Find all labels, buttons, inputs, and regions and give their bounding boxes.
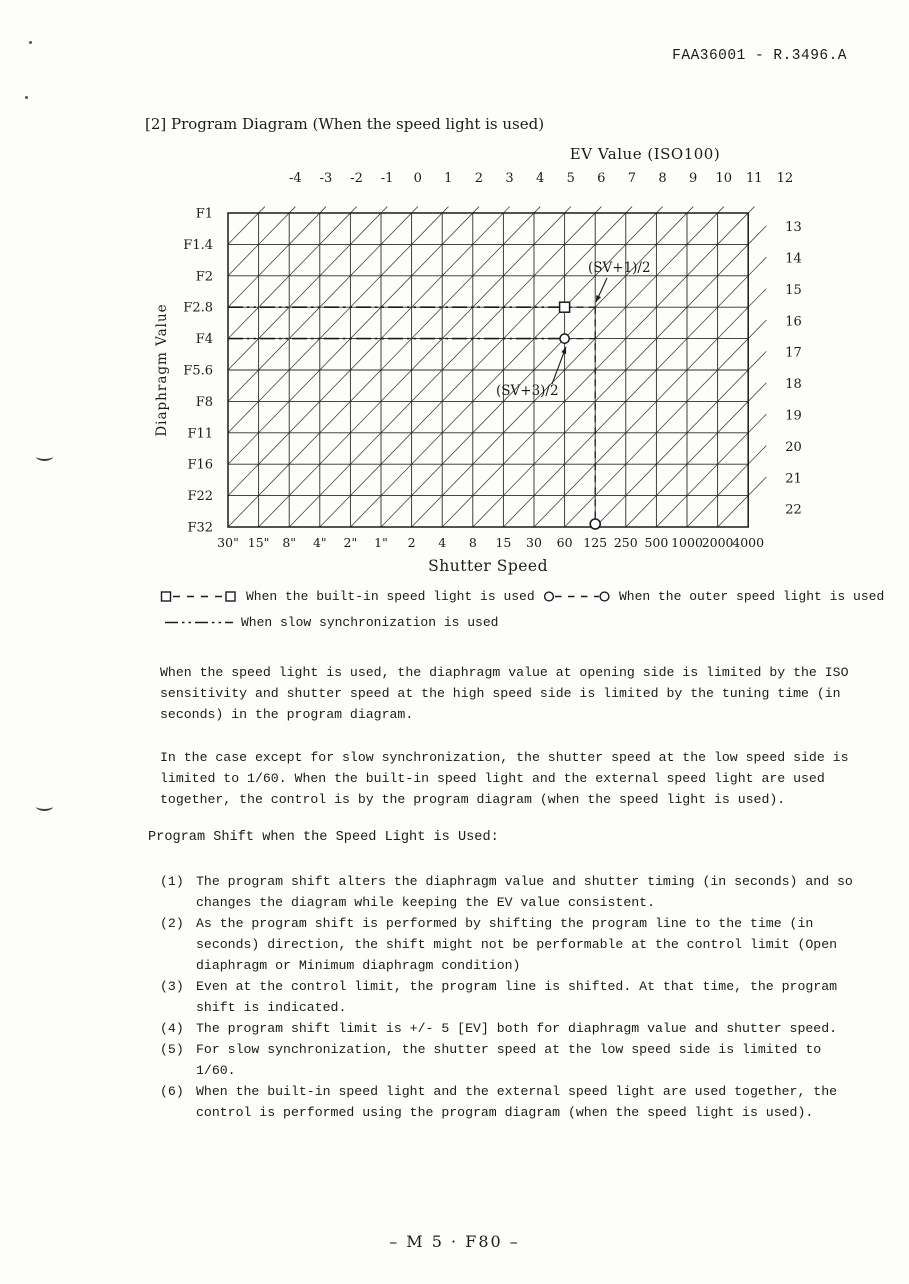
- svg-text:4": 4": [312, 535, 327, 550]
- svg-text:2": 2": [343, 535, 358, 550]
- svg-text:F22: F22: [187, 489, 213, 505]
- svg-text:4: 4: [438, 535, 447, 550]
- svg-text:11: 11: [746, 171, 763, 186]
- list-item: [160, 913, 856, 976]
- page-footer: – M 5 · F80 –: [389, 1232, 520, 1251]
- list-item-number: (4): [160, 1021, 184, 1036]
- list-item: [160, 1018, 856, 1039]
- margin-mark: [36, 452, 53, 461]
- svg-text:17: 17: [785, 345, 802, 361]
- list-item-text: The program shift alters the diaphragm value and shutter timing (in seconds) and so changes the diagram while keeping the EV value consistent.: [196, 874, 853, 910]
- svg-text:30": 30": [217, 535, 239, 550]
- ev-diagonal-lines: [228, 207, 766, 527]
- svg-text:3: 3: [505, 171, 514, 186]
- svg-text:125: 125: [583, 535, 608, 550]
- svg-text:2: 2: [407, 535, 416, 550]
- svg-text:15: 15: [495, 535, 512, 550]
- svg-text:F8: F8: [195, 394, 213, 410]
- list-item-text: As the program shift is performed by shifting the program line to the time (in seconds) direction, the shift might not be performable at the control limit (Open diaphragm or Minimum diaphragm condition): [196, 916, 838, 973]
- svg-text:12: 12: [776, 171, 794, 186]
- svg-text:-4: -4: [288, 171, 302, 186]
- svg-text:F2: F2: [195, 269, 213, 285]
- y-axis-label: Diaphragm Value: [154, 303, 170, 437]
- svg-text:15: 15: [785, 282, 802, 298]
- legend-label: When slow synchronization is used: [241, 615, 499, 630]
- scan-speck: [25, 96, 28, 99]
- svg-text:30: 30: [526, 535, 542, 550]
- builtin-speedlight-line-glyph: [160, 589, 238, 604]
- svg-text:7: 7: [627, 171, 637, 186]
- legend-item-outer-speedlight: [543, 589, 884, 604]
- svg-text:-1: -1: [380, 171, 394, 186]
- program-diagram-chart: [140, 142, 875, 604]
- svg-text:F16: F16: [187, 457, 213, 473]
- sync-limit-marker: [590, 519, 600, 529]
- svg-text:250: 250: [613, 535, 638, 550]
- svg-text:18: 18: [785, 377, 802, 393]
- legend-label: When the built-in speed light is used: [246, 589, 535, 604]
- scan-speck: [29, 41, 32, 44]
- svg-text:16: 16: [785, 314, 802, 330]
- axis-labels: [154, 145, 802, 575]
- svg-text:0: 0: [413, 171, 422, 186]
- annotation-sv1: (SV+1)/2: [588, 260, 651, 276]
- svg-text:F11: F11: [187, 426, 213, 442]
- list-item-number: (5): [160, 1042, 184, 1057]
- outer-flash-marker: [560, 334, 569, 343]
- svg-text:21: 21: [785, 471, 802, 487]
- slow-sync-line-glyph: [165, 615, 233, 630]
- svg-text:13: 13: [785, 220, 802, 236]
- list-item-text: For slow synchronization, the shutter speed at the low speed side is limited to 1/60.: [196, 1042, 822, 1078]
- doc-number: FAA36001 - R.3496.A: [672, 48, 847, 64]
- list-item: [160, 1039, 856, 1081]
- svg-text:1": 1": [374, 535, 388, 550]
- svg-text:15": 15": [247, 535, 270, 550]
- svg-text:F2.8: F2.8: [183, 300, 213, 316]
- section-title: [2] Program Diagram (When the speed light is used): [145, 115, 545, 133]
- list-item-text: The program shift limit is +/- 5 [EV] both for diaphragm value and shutter speed.: [196, 1021, 838, 1036]
- list-item-text: When the built-in speed light and the external speed light are used together, the control is performed using the program diagram (when the speed light is used).: [196, 1084, 838, 1120]
- svg-text:F1: F1: [195, 206, 213, 222]
- svg-text:10: 10: [715, 171, 732, 186]
- margin-mark: [36, 802, 53, 811]
- list-item: [160, 871, 856, 913]
- svg-text:8: 8: [658, 171, 667, 186]
- svg-text:8: 8: [468, 535, 477, 550]
- paragraph-slow-sync: In the case except for slow synchronization, the shutter speed at the low speed side is limited to 1/60. When the built-in speed light and the external speed light are used together, the control is by the program diagram (when the speed light is used).: [160, 750, 849, 807]
- svg-text:F1.4: F1.4: [183, 237, 213, 253]
- svg-text:4000: 4000: [732, 535, 765, 550]
- legend-item-slow-sync: [165, 615, 498, 630]
- list-item-number: (6): [160, 1084, 184, 1099]
- chart-title: EV Value (ISO100): [569, 145, 721, 163]
- svg-text:F32: F32: [187, 520, 213, 536]
- program-shift-list: [160, 871, 856, 1123]
- legend-label: When the outer speed light is used: [619, 589, 885, 604]
- svg-text:1: 1: [444, 171, 453, 186]
- list-item-text: Even at the control limit, the program line is shifted. At that time, the program shift is indicated.: [196, 979, 838, 1015]
- svg-text:4: 4: [535, 171, 545, 186]
- paragraph-flash-limits: When the speed light is used, the diaphragm value at opening side is limited by the ISO sensitivity and shutter speed at the high speed side is limited by the tuning time (in seconds) in the program diagram.: [160, 665, 849, 722]
- svg-text:19: 19: [785, 408, 802, 424]
- svg-text:2: 2: [474, 171, 484, 186]
- outer-speedlight-line-glyph: [543, 589, 611, 604]
- list-item: [160, 1081, 856, 1123]
- annotation-sv3: (SV+3)/2: [496, 383, 559, 399]
- list-item-number: (3): [160, 979, 184, 994]
- list-item-number: (1): [160, 874, 184, 889]
- svg-text:9: 9: [688, 171, 698, 186]
- program-shift-heading: Program Shift when the Speed Light is Used:: [148, 830, 499, 845]
- list-item: [160, 976, 856, 1018]
- svg-text:14: 14: [785, 251, 802, 267]
- svg-text:2000: 2000: [701, 535, 734, 550]
- x-axis-label: Shutter Speed: [428, 557, 549, 575]
- list-item-number: (2): [160, 916, 184, 931]
- builtin-flash-marker: [560, 302, 570, 312]
- svg-text:-3: -3: [319, 171, 333, 186]
- svg-text:-2: -2: [350, 171, 363, 186]
- svg-text:20: 20: [785, 439, 802, 455]
- svg-text:6: 6: [597, 171, 606, 186]
- svg-text:60: 60: [556, 535, 573, 550]
- legend-item-builtin-speedlight: [160, 589, 535, 604]
- svg-text:8": 8": [282, 535, 297, 550]
- svg-text:1000: 1000: [671, 535, 703, 550]
- svg-text:22: 22: [785, 502, 802, 518]
- svg-text:F4: F4: [195, 332, 213, 348]
- svg-text:5: 5: [566, 171, 575, 186]
- svg-text:F5.6: F5.6: [183, 363, 213, 379]
- svg-text:500: 500: [644, 535, 669, 550]
